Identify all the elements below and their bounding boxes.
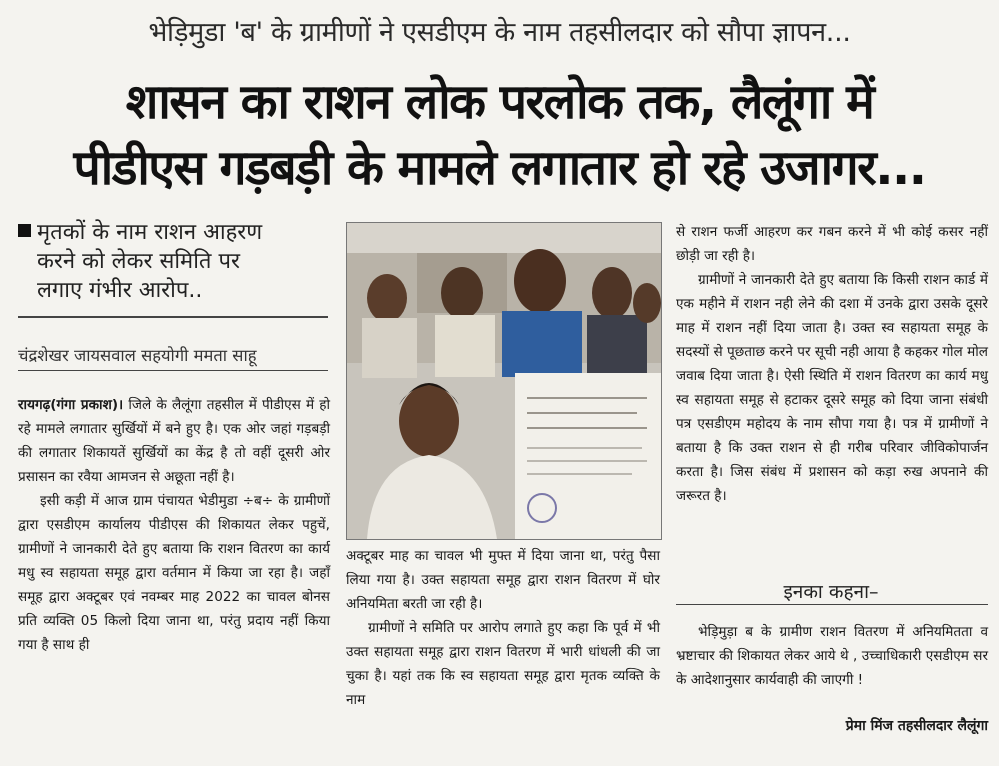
- section-heading-quote: इनका कहना–: [783, 581, 879, 603]
- byline: चंद्रशेखर जायसवाल सहयोगी ममता साहू: [18, 346, 257, 365]
- bullet-square-icon: [18, 224, 31, 237]
- subhead-line-3: लगाए गंभीर आरोप..: [37, 278, 203, 303]
- subhead-line-1: मृतकों के नाम राशन आहरण: [37, 220, 263, 245]
- article-column-2: [346, 544, 660, 712]
- main-headline-line-2: पीडीएस गड़बड़ी के मामले लगातार हो रहे उजागर...: [73, 140, 926, 196]
- official-signature: प्रेमा मिंज तहसीलदार लैलूंगा: [845, 718, 988, 734]
- official-quote: [676, 620, 988, 692]
- dateline: रायगढ़(गंगा प्रकाश)।: [18, 397, 124, 413]
- quote-text: भेड़िमुड़ा ब के ग्रामीण राशन वितरण में अनियमितता व भ्रष्टाचार की शिकायत लेकर आये थे , उच्चाधिकारी एसडीएम सर के आदेशानुसार कार्यवाही की जाएगी !: [676, 624, 988, 688]
- kicker-headline: भेड़िमुडा 'ब' के ग्रामीणों ने एसडीएम के नाम तहसीलदार को सौपा ज्ञापन...: [148, 17, 851, 48]
- byline-divider: [18, 370, 328, 371]
- document-letter: [515, 373, 661, 539]
- main-headline-line-1: शासन का राशन लोक परलोक तक, लैलूंगा में: [125, 74, 874, 130]
- section-divider: [676, 604, 988, 605]
- col3-paragraph-2: ग्रामीणों ने जानकारी देते हुए बताया कि किसी राशन कार्ड में एक महीने में राशन नही लेने की दशा में उनके द्वारा उसके दूसरे माह में राशन नहीं दिया जाता है। उक्त स्व सहायता समूह के सदस्यों से पूछताछ करने पर सूची नही आया है कहकर गोल मोल जवाब दिया जाता है। ऐसी स्थिति में राशन वितरण का कार्य मधु स्व सहायता समूह से हटाकर दूसरे समूह को दिया जाना संबंधी पत्र एसडीएम महोदय के नाम सौपा गया है। पत्र में ग्रामीणों ने बताया है कि उक्त राशन से ही गरीब परिवार जीविकोपार्जन करता है। जिस संबंध में प्रशासन को कड़ा रुख अपनाने की जरूरत है।: [676, 272, 988, 504]
- col1-paragraph-1: जिले के लैलूंगा तहसील में पीडीएस में हो रहे मामले लगातार सुर्खियों में बने हुए है। एक ओर जहां गड़बड़ी की लगातार शिकायतें सुर्खियों का केंद्र है तो वहीं दूसरी ओर प्रसासन का रवैया आमजन से अछूता नहीं है।: [18, 397, 330, 485]
- col1-paragraph-2: इसी कड़ी में आज ग्राम पंचायत भेडीमुडा ÷ब÷ के ग्रामीणों द्वारा एसडीएम कार्यालय पीडीएस की शिकायत लेकर पहुचें, ग्रामीणों ने जानकारी देते हुए बताया कि राशन वितरण का कार्य मधु स्व सहायता समूह द्वारा वर्तमान में किया जा रहा है। जहाँ समूह द्वारा अक्टूबर एवं नवम्बर माह 2022 का चावल बोनस प्रति व्यक्ति 05 किलो दिया जाना था, परंतु प्रदाय नहीं किया गया है साथ ही: [18, 493, 330, 653]
- article-column-3: [676, 220, 988, 508]
- col2-paragraph-1: अक्टूबर माह का चावल भी मुफ्त में दिया जाना था, परंतु पैसा लिया गया है। उक्त सहायता समूह द्वारा राशन वितरण में घोर अनियमिता बरती जा रही है।: [346, 548, 660, 612]
- article-column-1: [18, 393, 330, 657]
- subheadline: [18, 218, 328, 305]
- subhead-divider: [18, 316, 328, 318]
- col2-paragraph-2: ग्रामीणों ने समिति पर आरोप लगाते हुए कहा कि पूर्व में भी उक्त सहायता समूह द्वारा राशन वितरण में भारी धांधली की जा चुका है। यहां तक कि स्व सहायता समूह द्वारा मृतक व्यक्ति के नाम: [346, 620, 660, 708]
- subhead-line-2: करने को लेकर समिति पर: [37, 249, 240, 274]
- col3-paragraph-1: से राशन फर्जी आहरण कर गबन करने में भी कोई कसर नहीं छोड़ी जा रही है।: [676, 224, 988, 264]
- news-photo-villagers: [346, 222, 662, 540]
- photo-illustration: [347, 223, 661, 539]
